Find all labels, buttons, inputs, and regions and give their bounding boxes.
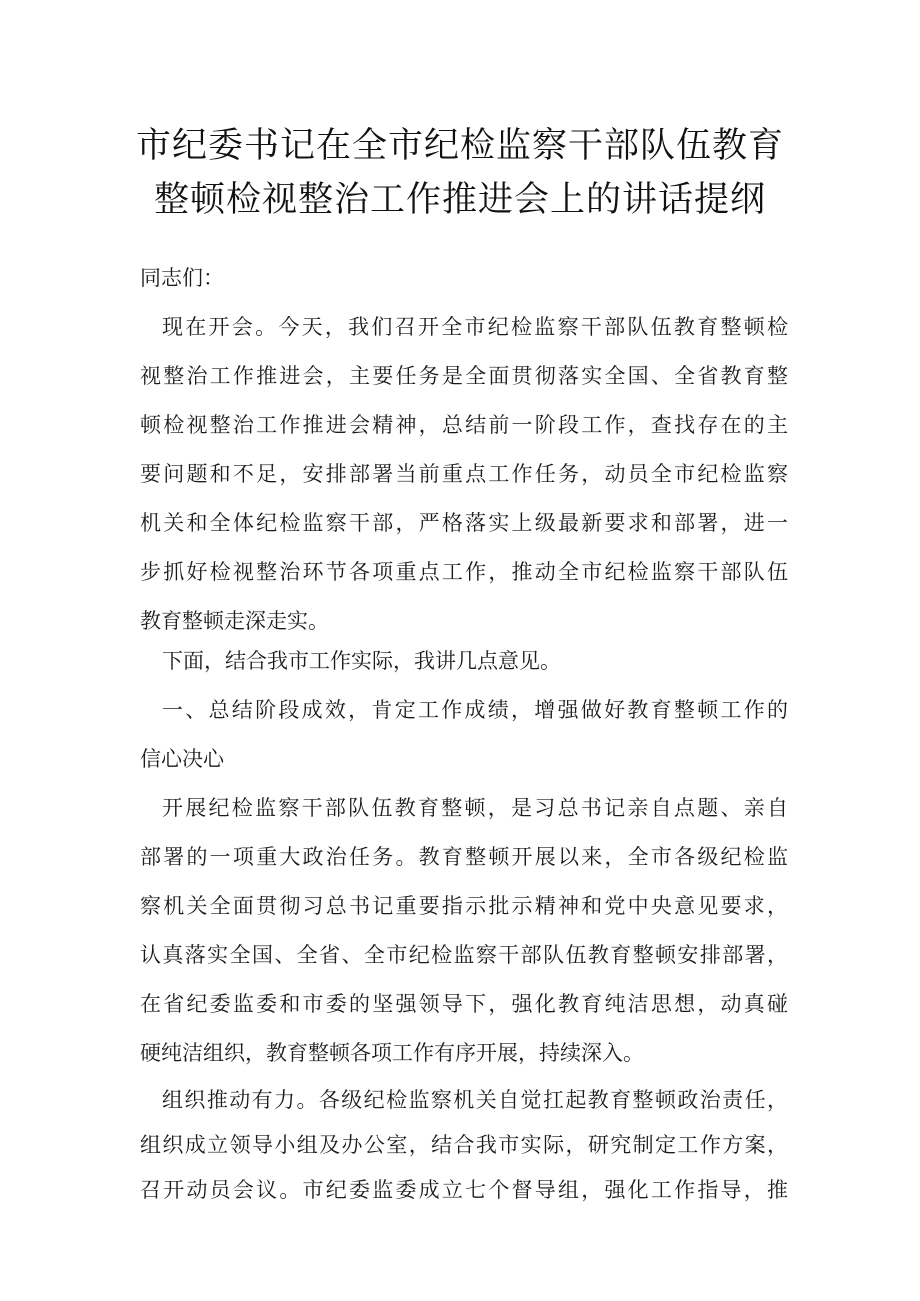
paragraph-line: 一、总结阶段成效，肯定工作成绩，增强做好教育整顿工作的 (162, 698, 788, 722)
paragraph-line: 组织推动有力。各级纪检监察机关自觉扛起教育整顿政治责任， (162, 1088, 788, 1112)
paragraph-line: 在省纪委监委和市委的坚强领导下，强化教育纯洁思想，动真碰 (140, 992, 788, 1016)
paragraph-line: 部署的一项重大政治任务。教育整顿开展以来，全市各级纪检监 (140, 845, 788, 869)
document-title-line-1: 市纪委书记在全市纪检监察干部队伍教育 (135, 126, 784, 166)
document-title-line-2: 整顿检视整治工作推进会上的讲话提纲 (153, 180, 766, 220)
section-heading-one (140, 686, 788, 784)
paragraph-line: 认真落实全国、全省、全市纪检监察干部队伍教育整顿安排部署， (140, 943, 788, 967)
paragraph-line: 开展纪检监察干部队伍教育整顿，是习总书记亲自点题、亲自 (162, 796, 788, 820)
paragraph-line: 要问题和不足，安排部署当前重点工作任务，动员全市纪检监察 (140, 462, 788, 486)
paragraph-opening (140, 303, 788, 646)
paragraph-line: 组织成立领导小组及办公室，结合我市实际，研究制定工作方案， (140, 1133, 788, 1157)
paragraph-line: 召开动员会议。市纪委监委成立七个督导组，强化工作指导，推 (140, 1178, 788, 1202)
paragraph-line: 下面，结合我市工作实际，我讲几点意见。 (162, 649, 561, 673)
paragraph-line: 机关和全体纪检监察干部，严格落实上级最新要求和部署，进一 (140, 511, 788, 535)
paragraph-line: 现在开会。今天，我们召开全市纪检监察干部队伍教育整顿检 (162, 315, 788, 339)
salutation: 同志们： (140, 266, 224, 290)
paragraph-line: 视整治工作推进会，主要任务是全面贯彻落实全国、全省教育整 (140, 364, 788, 388)
paragraph-intro (140, 637, 788, 686)
paragraph-line: 硬纯洁组织，教育整顿各项工作有序开展，持续深入。 (140, 1041, 644, 1065)
paragraph-line: 顿检视整治工作推进会精神，总结前一阶段工作，查找存在的主 (140, 413, 788, 437)
paragraph-line: 教育整顿走深走实。 (140, 609, 329, 633)
paragraph-line: 信心决心 (140, 747, 224, 771)
paragraph-line: 步抓好检视整治环节各项重点工作，推动全市纪检监察干部队伍 (140, 560, 788, 584)
paragraph-overview (140, 784, 788, 1078)
paragraph-organization (140, 1078, 788, 1213)
paragraph-line: 察机关全面贯彻习总书记重要指示批示精神和党中央意见要求， (140, 894, 788, 918)
